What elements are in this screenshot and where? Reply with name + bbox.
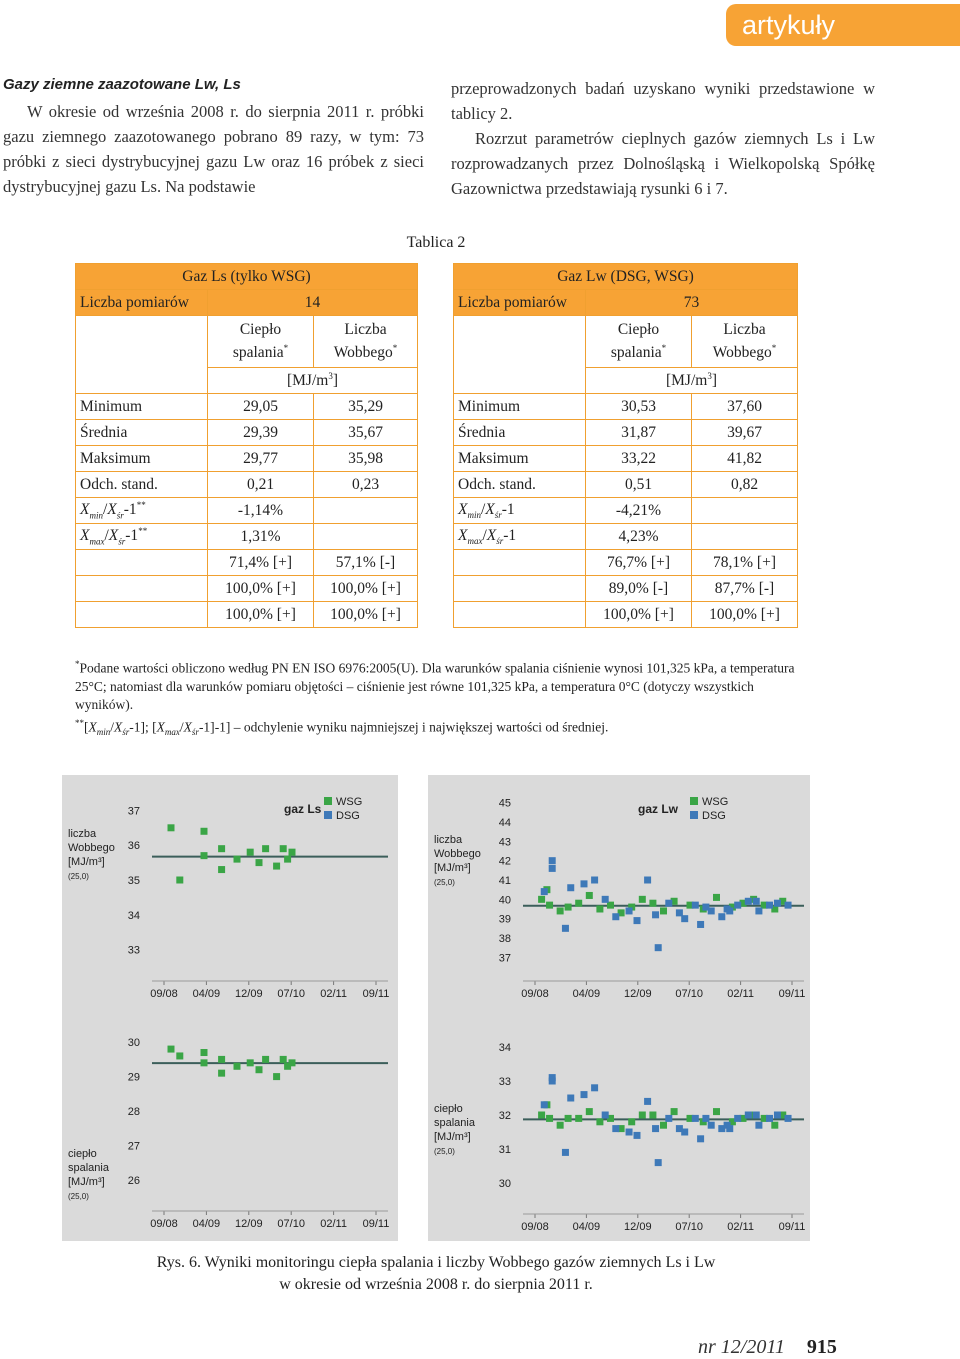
data-point-wsg [201,828,208,835]
figure-panel-lw [428,775,810,1241]
data-point-dsg [581,1091,588,1098]
empty-cell [76,316,208,394]
legend-swatch-dsg [690,811,698,819]
y-axis-label: (25,0) [434,878,455,887]
y-tick-label: 37 [498,952,511,965]
data-point-wsg [201,1059,208,1066]
y-axis-label: Wobbego [434,848,481,860]
data-point-dsg [745,1112,752,1119]
data-point-dsg [626,1129,633,1136]
y-tick-label: 40 [498,894,511,907]
page-number: 915 [806,1336,837,1358]
data-point-dsg [655,1159,662,1166]
legend-swatch-wsg [324,797,332,805]
data-point-wsg [596,906,603,913]
data-point-wsg [565,904,572,911]
data-point-wsg [649,900,656,907]
y-axis-label: liczba [434,834,463,846]
data-point-dsg [549,865,556,872]
figure-caption: Rys. 6. Wyniki monitoringu ciepła spalania i liczby Wobbego gazów ziemnych Ls i Lw w okresie od września 2008 r. do sierpnia 2011 r. [156,1254,716,1293]
y-tick-label: 33 [498,1076,511,1088]
data-point-dsg [766,902,773,909]
data-point-wsg [280,845,287,852]
y-tick-label: 43 [498,836,511,849]
x-tick-label: 02/11 [727,1221,754,1233]
data-point-wsg [256,1066,263,1073]
data-point-wsg [234,856,241,863]
x-tick-label: 09/08 [150,1218,178,1230]
note-1: *Podane wartości obliczono według PN EN ISO 6976:2005(U). Dla warunków spalania ciśnienie wynosi 101,325 kPa, a temperatura 25°C; natomiast dla warunków pomiaru objętości – ciśnienie jest równe 101,325 kPa, a temperatura 0°C (dotyczy wszystkich wyników). [75,659,795,712]
data-point-wsg [649,1112,656,1119]
data-point-dsg [774,900,781,907]
data-point-wsg [168,1046,175,1053]
x-tick-label: 09/08 [521,988,549,1000]
data-point-wsg [546,1115,553,1122]
data-point-dsg [541,888,548,895]
right-paragraph-1: przeprowadzonych badań uzyskano wyniki przedstawione w tablicy 2. [451,79,875,123]
data-point-wsg [557,907,564,914]
x-tick-label: 04/09 [192,988,221,1000]
col-heat-lw: Ciepło spalania* [586,316,692,368]
gap [418,316,454,368]
data-point-wsg [538,1112,545,1119]
data-point-dsg [766,1115,773,1122]
data-point-wsg [671,1108,678,1115]
section-tab: artykuły [726,4,960,46]
data-point-dsg [602,1112,609,1119]
y-tick-label: 37 [127,805,140,818]
ls-count: 14 [208,290,418,316]
lw-count-label: Liczba pomiarów [454,290,586,316]
data-point-dsg [785,1115,792,1122]
ls-header: Gaz Ls (tylko WSG) [76,264,418,290]
col-wobbe-lw: Liczba Wobbego* [692,316,798,368]
y-tick-label: 32 [498,1110,511,1122]
left-paragraph: W okresie od września 2008 r. do sierpnia 2011 r. próbki gazu ziemnego zaazotowanego pobrano 89 razy, w tym: 73 próbki z sieci dystrybucyjnej gazu Lw oraz 16 próbek z sieci dystrybucyjnej gazu Ls. Na podstawie [3,102,424,196]
data-point-dsg [562,1149,569,1156]
data-point-wsg [289,1059,296,1066]
y-tick-label: 41 [498,875,511,887]
data-point-wsg [247,1059,254,1066]
x-tick-label: 04/09 [572,988,601,1000]
data-point-wsg [218,1070,225,1077]
chart-title: gaz Lw [638,802,679,816]
x-tick-label: 09/11 [362,988,390,1000]
data-point-wsg [546,902,553,909]
x-tick-label: 07/10 [675,988,703,1000]
y-axis-label: (25,0) [434,1147,455,1156]
table-row: 100,0% [+] 100,0% [+] 100,0% [+] 100,0% [+] [76,602,798,628]
legend-label-wsg: WSG [702,796,729,808]
data-point-wsg [713,1108,720,1115]
x-tick-label: 02/11 [320,1218,347,1230]
data-point-dsg [755,1122,762,1129]
data-point-dsg [602,896,609,903]
data-point-wsg [168,824,175,831]
data-point-dsg [644,877,651,884]
data-point-wsg [538,896,545,903]
data-point-dsg [697,921,704,928]
x-tick-label: 07/10 [277,1218,305,1230]
x-tick-label: 02/11 [320,988,347,1000]
data-point-dsg [692,1115,699,1122]
data-point-dsg [541,1101,548,1108]
legend-label-wsg: WSG [336,796,363,808]
x-tick-label: 09/11 [778,988,806,1000]
x-tick-label: 07/10 [277,988,305,1000]
data-table [75,263,798,628]
y-axis-label: liczba [68,828,97,840]
data-point-wsg [218,1056,225,1063]
data-point-dsg [665,1115,672,1122]
issue-number: nr 12/2011 [698,1336,785,1358]
data-point-wsg [639,896,646,903]
col-heat-ls: Ciepło spalania* [208,316,314,368]
data-point-wsg [575,900,582,907]
chart-lw-heat [428,1012,810,1241]
data-point-dsg [562,925,569,932]
data-point-dsg [681,1129,688,1136]
x-tick-label: 09/11 [778,1221,806,1233]
data-point-dsg [549,1074,556,1081]
note-2: $^{**}[X_{min}/X_{śr}-1]$; $[X_{max}/X_{śr}-1]-1$] – odchylenie wyniku najmniejszej i największej wartości od średniej. [75,717,609,737]
y-axis-label: [MJ/m³] [68,1176,105,1188]
gap [418,368,454,394]
table-notes [75,655,795,741]
table-row: Minimum 29,05 35,29 Minimum 30,53 37,60 [76,394,798,420]
y-tick-label: 35 [127,875,140,887]
data-point-dsg [726,1125,733,1132]
x-tick-label: 12/09 [624,988,652,1000]
data-point-dsg [718,913,725,920]
lw-header: Gaz Lw (DSG, WSG) [454,264,798,290]
y-tick-label: 34 [127,909,140,922]
y-tick-label: 30 [498,1178,511,1190]
data-point-dsg [644,1098,651,1105]
data-point-wsg [586,1108,593,1115]
data-point-dsg [697,1135,704,1142]
data-point-dsg [581,880,588,887]
data-point-wsg [660,907,667,914]
data-point-dsg [745,898,752,905]
data-point-wsg [280,1056,287,1063]
data-point-wsg [262,845,269,852]
data-point-dsg [652,911,659,918]
data-point-wsg [713,894,720,901]
data-point-dsg [753,898,760,905]
data-point-wsg [247,849,254,856]
y-axis-label: [MJ/m³] [68,856,105,868]
y-tick-label: 31 [498,1144,511,1156]
data-point-dsg [652,1125,659,1132]
data-point-wsg [201,1049,208,1056]
x-tick-label: 07/10 [675,1221,703,1233]
chart-lw-wobbe [428,775,810,1012]
data-point-dsg [734,902,741,909]
data-point-wsg [284,856,291,863]
data-point-dsg [549,857,556,864]
y-tick-label: 30 [127,1037,140,1050]
chart-ls-wobbe [62,775,398,1007]
table-row: 71,4% [+] 57,1% [-] 76,7% [+] 78,1% [+] [76,550,798,576]
y-axis-label: Wobbego [68,842,115,854]
data-point-dsg [634,1132,641,1139]
data-point-wsg [218,845,225,852]
data-point-dsg [734,1115,741,1122]
table-row: 100,0% [+] 100,0% [+] 89,0% [-] 87,7% [-] [76,576,798,602]
data-point-wsg [565,1115,572,1122]
data-point-wsg [234,1063,241,1070]
x-tick-label: 04/09 [192,1218,221,1230]
data-point-dsg [626,907,633,914]
table-row: Odch. stand. 0,21 0,23 Odch. stand. 0,51 0,82 [76,472,798,498]
data-point-dsg [567,884,574,891]
data-point-wsg [176,1052,183,1059]
y-tick-label: 29 [127,1071,140,1084]
data-point-wsg [273,1073,280,1080]
data-point-dsg [702,904,709,911]
y-tick-label: 34 [498,1042,511,1054]
data-point-dsg [726,907,733,914]
ls-count-label: Liczba pomiarów [76,290,208,316]
y-axis-label: (25,0) [68,872,89,881]
data-point-wsg [557,1122,564,1129]
y-tick-label: 42 [498,855,511,868]
y-tick-label: 44 [498,817,511,829]
data-point-wsg [586,892,593,899]
data-point-wsg [176,877,183,884]
y-tick-label: 28 [127,1106,140,1118]
data-point-dsg [634,917,641,924]
data-point-dsg [655,944,662,951]
section-heading: Gazy ziemne zaazotowane Lw, Ls [3,76,241,93]
data-point-wsg [289,849,296,856]
right-column [451,76,875,201]
data-point-dsg [591,1084,598,1091]
y-axis-label: ciepło [434,1103,463,1115]
data-point-dsg [753,1112,760,1119]
data-point-wsg [771,1122,778,1129]
x-tick-label: 02/11 [727,988,754,1000]
x-tick-label: 04/09 [572,1221,601,1233]
unit-ls: $[MJ/m^3]$ [208,368,418,394]
y-axis-label: spalania [434,1117,475,1129]
chart-ls-heat [62,1007,398,1241]
y-axis-label: (25,0) [68,1192,89,1201]
x-tick-label: 09/08 [521,1221,549,1233]
data-point-dsg [774,1112,781,1119]
data-point-wsg [628,1118,635,1125]
gap [418,290,454,316]
legend-swatch-dsg [324,811,332,819]
legend-label-dsg: DSG [702,810,726,822]
lw-count: 73 [586,290,798,316]
x-tick-label: 12/09 [624,1221,652,1233]
data-point-dsg [755,907,762,914]
y-axis-label: spalania [68,1162,109,1174]
data-point-dsg [708,1122,715,1129]
chart-title: gaz Ls [284,802,322,816]
y-tick-label: 38 [498,933,511,945]
data-point-dsg [591,877,598,884]
y-axis-label: ciepło [68,1148,97,1160]
data-point-wsg [262,1056,269,1063]
empty-cell [454,316,586,394]
data-point-dsg [612,913,619,920]
data-point-wsg [575,1115,582,1122]
data-point-wsg [596,1118,603,1125]
y-tick-label: 26 [127,1174,140,1187]
y-tick-label: 45 [498,797,511,810]
y-tick-label: 33 [127,944,140,957]
figure-panel-ls [62,775,398,1241]
y-tick-label: 39 [498,913,511,926]
y-axis-label: [MJ/m³] [434,1131,471,1143]
x-tick-label: 09/11 [362,1218,390,1230]
data-point-dsg [692,902,699,909]
data-point-wsg [256,859,263,866]
table-row-xmax: $X_{max}/X_{śr}-1^{**}$ 1,31% $X_{max}/X_{śr}-1$ 4,23% [76,524,798,550]
x-tick-label: 12/09 [235,988,263,1000]
legend-label-dsg: DSG [336,810,360,822]
data-point-wsg [201,852,208,859]
data-point-wsg [273,863,280,870]
table-row-xmin: $X_{min}/X_{śr}-1^{**}$ -1,14% $X_{min}/X_{śr}-1$ -4,21% [76,498,798,524]
table-row: Średnia 29,39 35,67 Średnia 31,87 39,67 [76,420,798,446]
data-point-dsg [681,915,688,922]
data-point-wsg [660,1122,667,1129]
table-caption: Tablica 2 [406,234,466,251]
data-point-wsg [639,1112,646,1119]
right-paragraph-2: Rozrzut parametrów cieplnych gazów ziemnych Ls i Lw rozprowadzanych przez Dolnośląską i Wielkopolską Spółkę Gazownictwa przedstawiają rysunki 6 i 7. [451,129,875,198]
y-tick-label: 27 [127,1140,140,1153]
col-wobbe-ls: Liczba Wobbego* [314,316,418,368]
data-point-dsg [702,1115,709,1122]
data-point-dsg [665,900,672,907]
data-point-dsg [567,1095,574,1102]
data-point-dsg [785,902,792,909]
x-tick-label: 09/08 [150,988,178,1000]
x-tick-label: 12/09 [235,1218,263,1230]
legend-swatch-wsg [690,797,698,805]
unit-lw: $[MJ/m^3]$ [586,368,798,394]
gap [418,264,454,290]
data-point-wsg [218,866,225,873]
table-row: Maksimum 29,77 35,98 Maksimum 33,22 41,82 [76,446,798,472]
y-tick-label: 36 [127,840,140,853]
data-point-dsg [612,1125,619,1132]
left-column [0,72,424,199]
y-axis-label: [MJ/m³] [434,862,471,874]
